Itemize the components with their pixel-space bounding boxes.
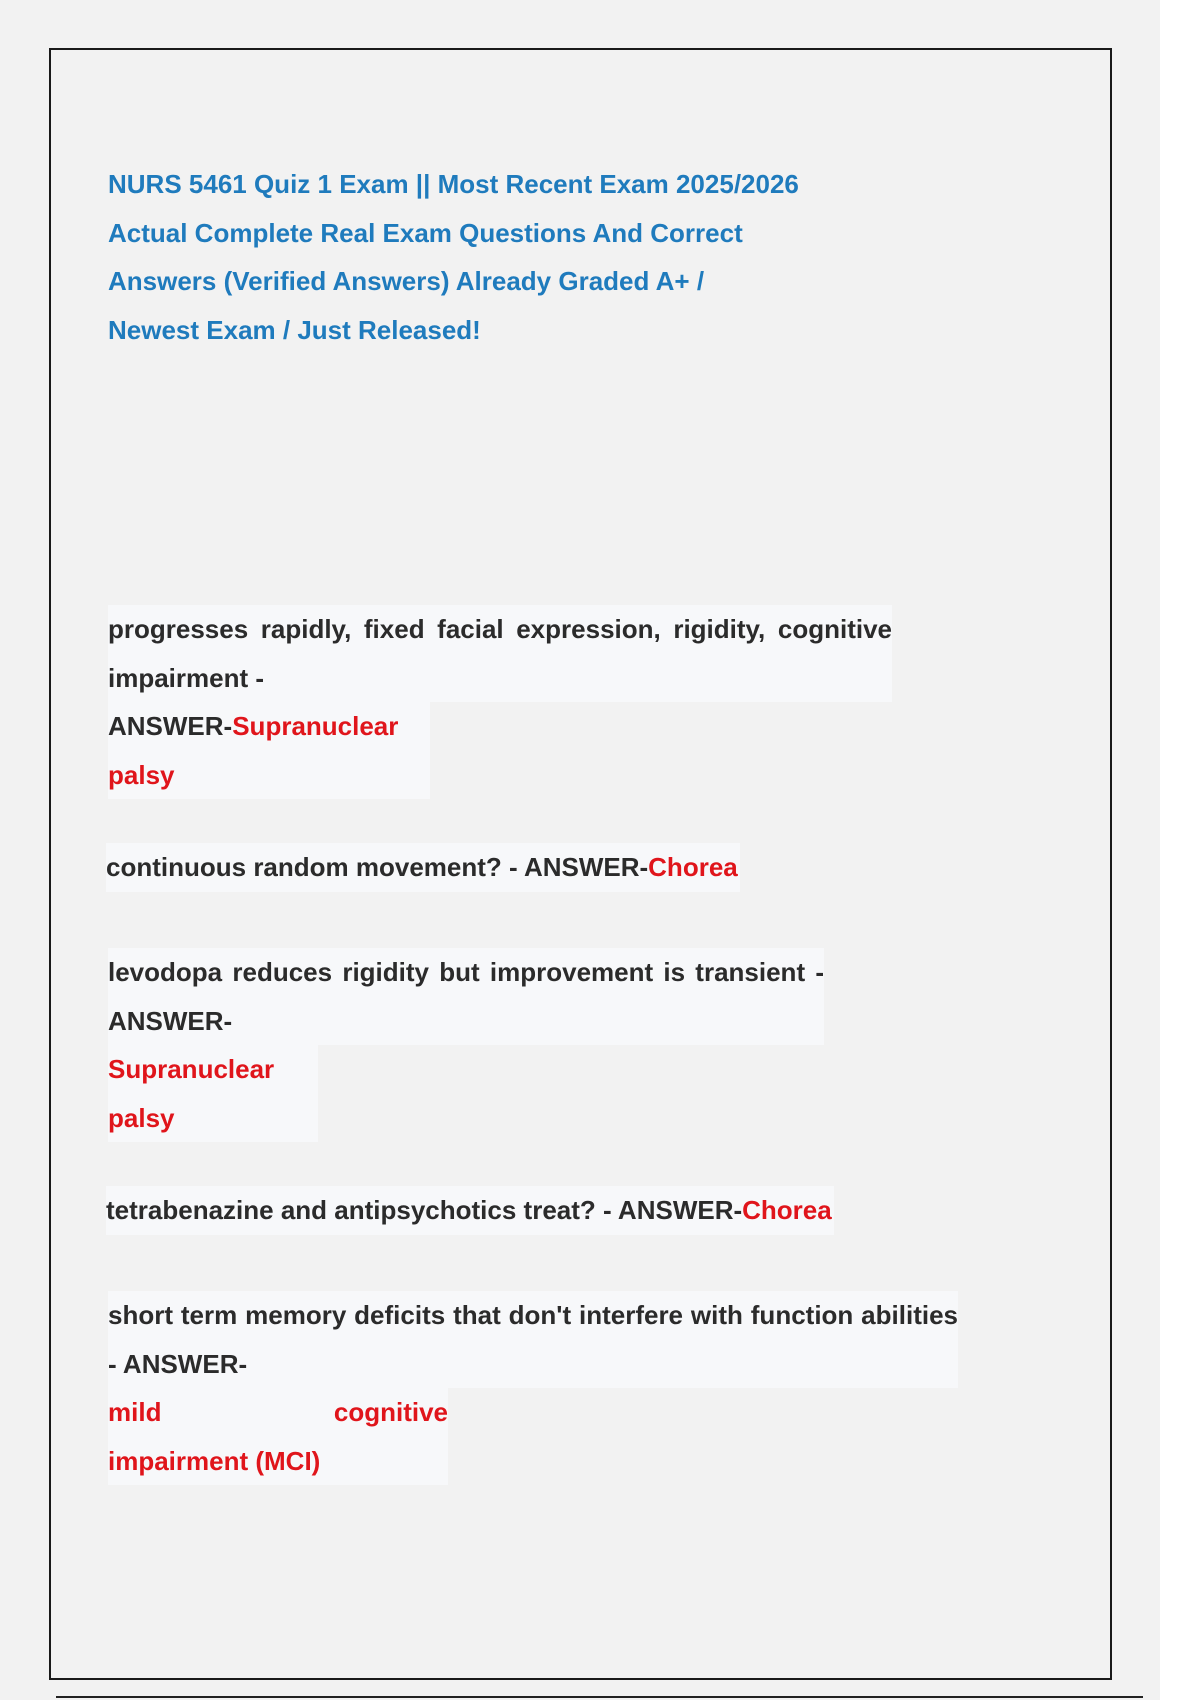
question-text: short term memory deficits that don't interfere with function abilities - ANSWER- [108,1291,958,1388]
title-line: NURS 5461 Quiz 1 Exam || Most Recent Exam 2025/2026 [108,169,799,199]
title-line: Answers (Verified Answers) Already Graded A+ / [108,266,705,296]
answer-text: Supranuclear [108,1054,275,1084]
answer-block [108,1388,448,1485]
answer-text: impairment (MCI) [108,1445,321,1476]
document-title [108,160,968,354]
answer-text: Chorea [742,1195,832,1225]
answer-text: mild [108,1397,162,1427]
answer-text: cognitive [333,1397,448,1427]
question-text: tetrabenazine and antipsychotics treat? - ANSWER- [106,1195,743,1225]
answer-block [108,702,430,799]
title-line: Newest Exam / Just Released! [108,314,481,345]
qa-item-1 [108,605,892,799]
qa-item-5 [108,1291,958,1485]
title-line: Actual Complete Real Exam Questions And Correct [108,217,743,248]
answer-text: palsy [108,759,175,790]
qa-item-2 [106,843,740,892]
question-text: levodopa reduces rigidity but improvement is transient - ANSWER- [108,948,824,1045]
qa-item-4 [106,1186,834,1235]
bottom-rule [56,1696,1143,1698]
answer-text: Chorea [648,852,738,882]
answer-prefix: ANSWER- [108,711,233,741]
answer-text: Supranuclear [232,711,399,741]
question-text: continuous random movement? - ANSWER- [106,852,649,882]
question-text: progresses rapidly, fixed facial expression, rigidity, cognitive impairment - [108,605,892,702]
qa-item-3 [108,948,824,1142]
answer-text: palsy [108,1102,175,1133]
answer-block [108,1045,318,1142]
margin-strip [1160,0,1200,1700]
